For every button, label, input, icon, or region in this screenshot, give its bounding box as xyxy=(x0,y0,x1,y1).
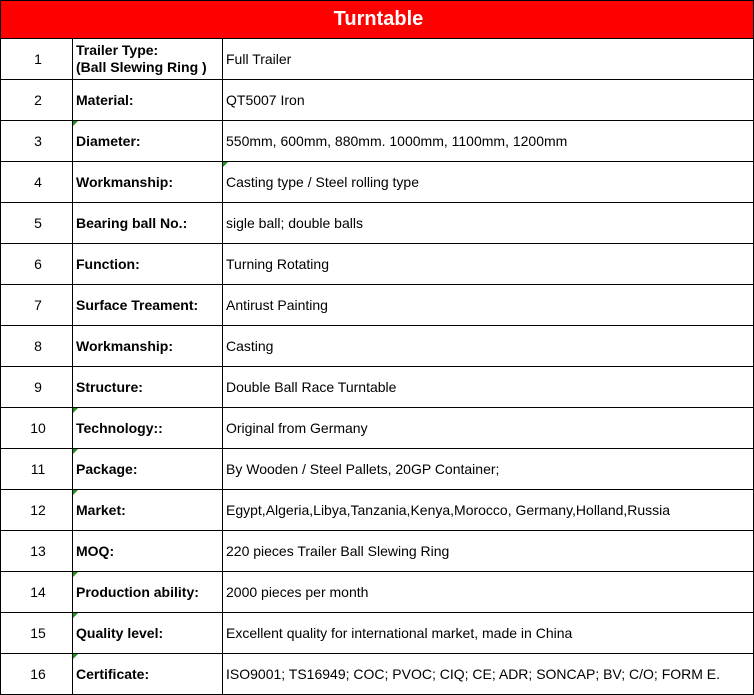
row-label xyxy=(73,654,223,695)
row-value: Full Trailer xyxy=(223,39,754,80)
row-value: By Wooden / Steel Pallets, 20GP Container; xyxy=(223,449,754,490)
row-number: 4 xyxy=(1,162,73,203)
row-label: Surface Treament: xyxy=(73,285,223,326)
row-number: 15 xyxy=(1,613,73,654)
row-label: Structure: xyxy=(73,367,223,408)
row-number: 7 xyxy=(1,285,73,326)
row-number: 10 xyxy=(1,408,73,449)
row-value: Double Ball Race Turntable xyxy=(223,367,754,408)
row-label-text: Diameter: xyxy=(76,133,141,149)
row-number: 1 xyxy=(1,39,73,80)
table-row xyxy=(1,654,754,695)
row-number: 16 xyxy=(1,654,73,695)
row-number: 11 xyxy=(1,449,73,490)
row-label-text: Package: xyxy=(76,461,138,477)
table-row xyxy=(1,531,754,572)
row-label: Workmanship: xyxy=(73,326,223,367)
row-label-text: Quality level: xyxy=(76,625,164,641)
row-value: Turning Rotating xyxy=(223,244,754,285)
table-row xyxy=(1,613,754,654)
row-label-text: Market: xyxy=(76,502,126,518)
table-row xyxy=(1,490,754,531)
row-value: 2000 pieces per month xyxy=(223,572,754,613)
comment-marker-icon xyxy=(73,490,78,495)
row-number: 9 xyxy=(1,367,73,408)
row-value: Excellent quality for international market, made in China xyxy=(223,613,754,654)
row-label-text: Certificate: xyxy=(76,666,150,682)
row-label xyxy=(73,121,223,162)
comment-marker-icon xyxy=(73,121,78,126)
row-value: Antirust Painting xyxy=(223,285,754,326)
row-number: 3 xyxy=(1,121,73,162)
table-title: Turntable xyxy=(1,1,754,39)
row-label-text: Technology:: xyxy=(76,420,163,436)
row-label: Bearing ball No.: xyxy=(73,203,223,244)
table-row xyxy=(1,121,754,162)
row-number: 5 xyxy=(1,203,73,244)
table-row xyxy=(1,572,754,613)
row-number: 8 xyxy=(1,326,73,367)
comment-marker-icon xyxy=(73,449,78,454)
row-number: 6 xyxy=(1,244,73,285)
row-label: Workmanship: xyxy=(73,162,223,203)
comment-marker-icon xyxy=(73,654,78,659)
table-row xyxy=(1,203,754,244)
table-row xyxy=(1,80,754,121)
comment-marker-icon xyxy=(73,572,78,577)
row-number: 12 xyxy=(1,490,73,531)
row-number: 14 xyxy=(1,572,73,613)
table-row xyxy=(1,285,754,326)
row-label xyxy=(73,408,223,449)
table-row xyxy=(1,162,754,203)
comment-marker-icon xyxy=(223,162,228,167)
row-label-line2: (Ball Slewing Ring ) xyxy=(76,59,207,75)
table-row xyxy=(1,244,754,285)
row-value: Casting xyxy=(223,326,754,367)
row-value xyxy=(223,162,754,203)
row-value: Original from Germany xyxy=(223,408,754,449)
table-row xyxy=(1,326,754,367)
table-row xyxy=(1,39,754,80)
row-value: QT5007 Iron xyxy=(223,80,754,121)
row-label: Function: xyxy=(73,244,223,285)
row-label-text: Production ability: xyxy=(76,584,199,600)
row-label: Material: xyxy=(73,80,223,121)
row-label xyxy=(73,39,223,80)
table-row xyxy=(1,449,754,490)
row-value: ISO9001; TS16949; COC; PVOC; CIQ; CE; ADR; SONCAP; BV; C/O; FORM E. xyxy=(223,654,754,695)
comment-marker-icon xyxy=(73,613,78,618)
row-value: sigle ball; double balls xyxy=(223,203,754,244)
title-row xyxy=(1,1,754,39)
row-number: 2 xyxy=(1,80,73,121)
row-value: 550mm, 600mm, 880mm. 1000mm, 1100mm, 1200mm xyxy=(223,121,754,162)
row-label-line1: Trailer Type: xyxy=(76,42,159,58)
row-number: 13 xyxy=(1,531,73,572)
row-label xyxy=(73,613,223,654)
row-value: 220 pieces Trailer Ball Slewing Ring xyxy=(223,531,754,572)
row-value: Egypt,Algeria,Libya,Tanzania,Kenya,Morocco, Germany,Holland,Russia xyxy=(223,490,754,531)
row-label xyxy=(73,449,223,490)
row-label xyxy=(73,572,223,613)
row-label: MOQ: xyxy=(73,531,223,572)
row-label xyxy=(73,490,223,531)
row-value-text: Casting type / Steel rolling type xyxy=(226,174,419,190)
table-row xyxy=(1,408,754,449)
table-row xyxy=(1,367,754,408)
comment-marker-icon xyxy=(73,408,78,413)
